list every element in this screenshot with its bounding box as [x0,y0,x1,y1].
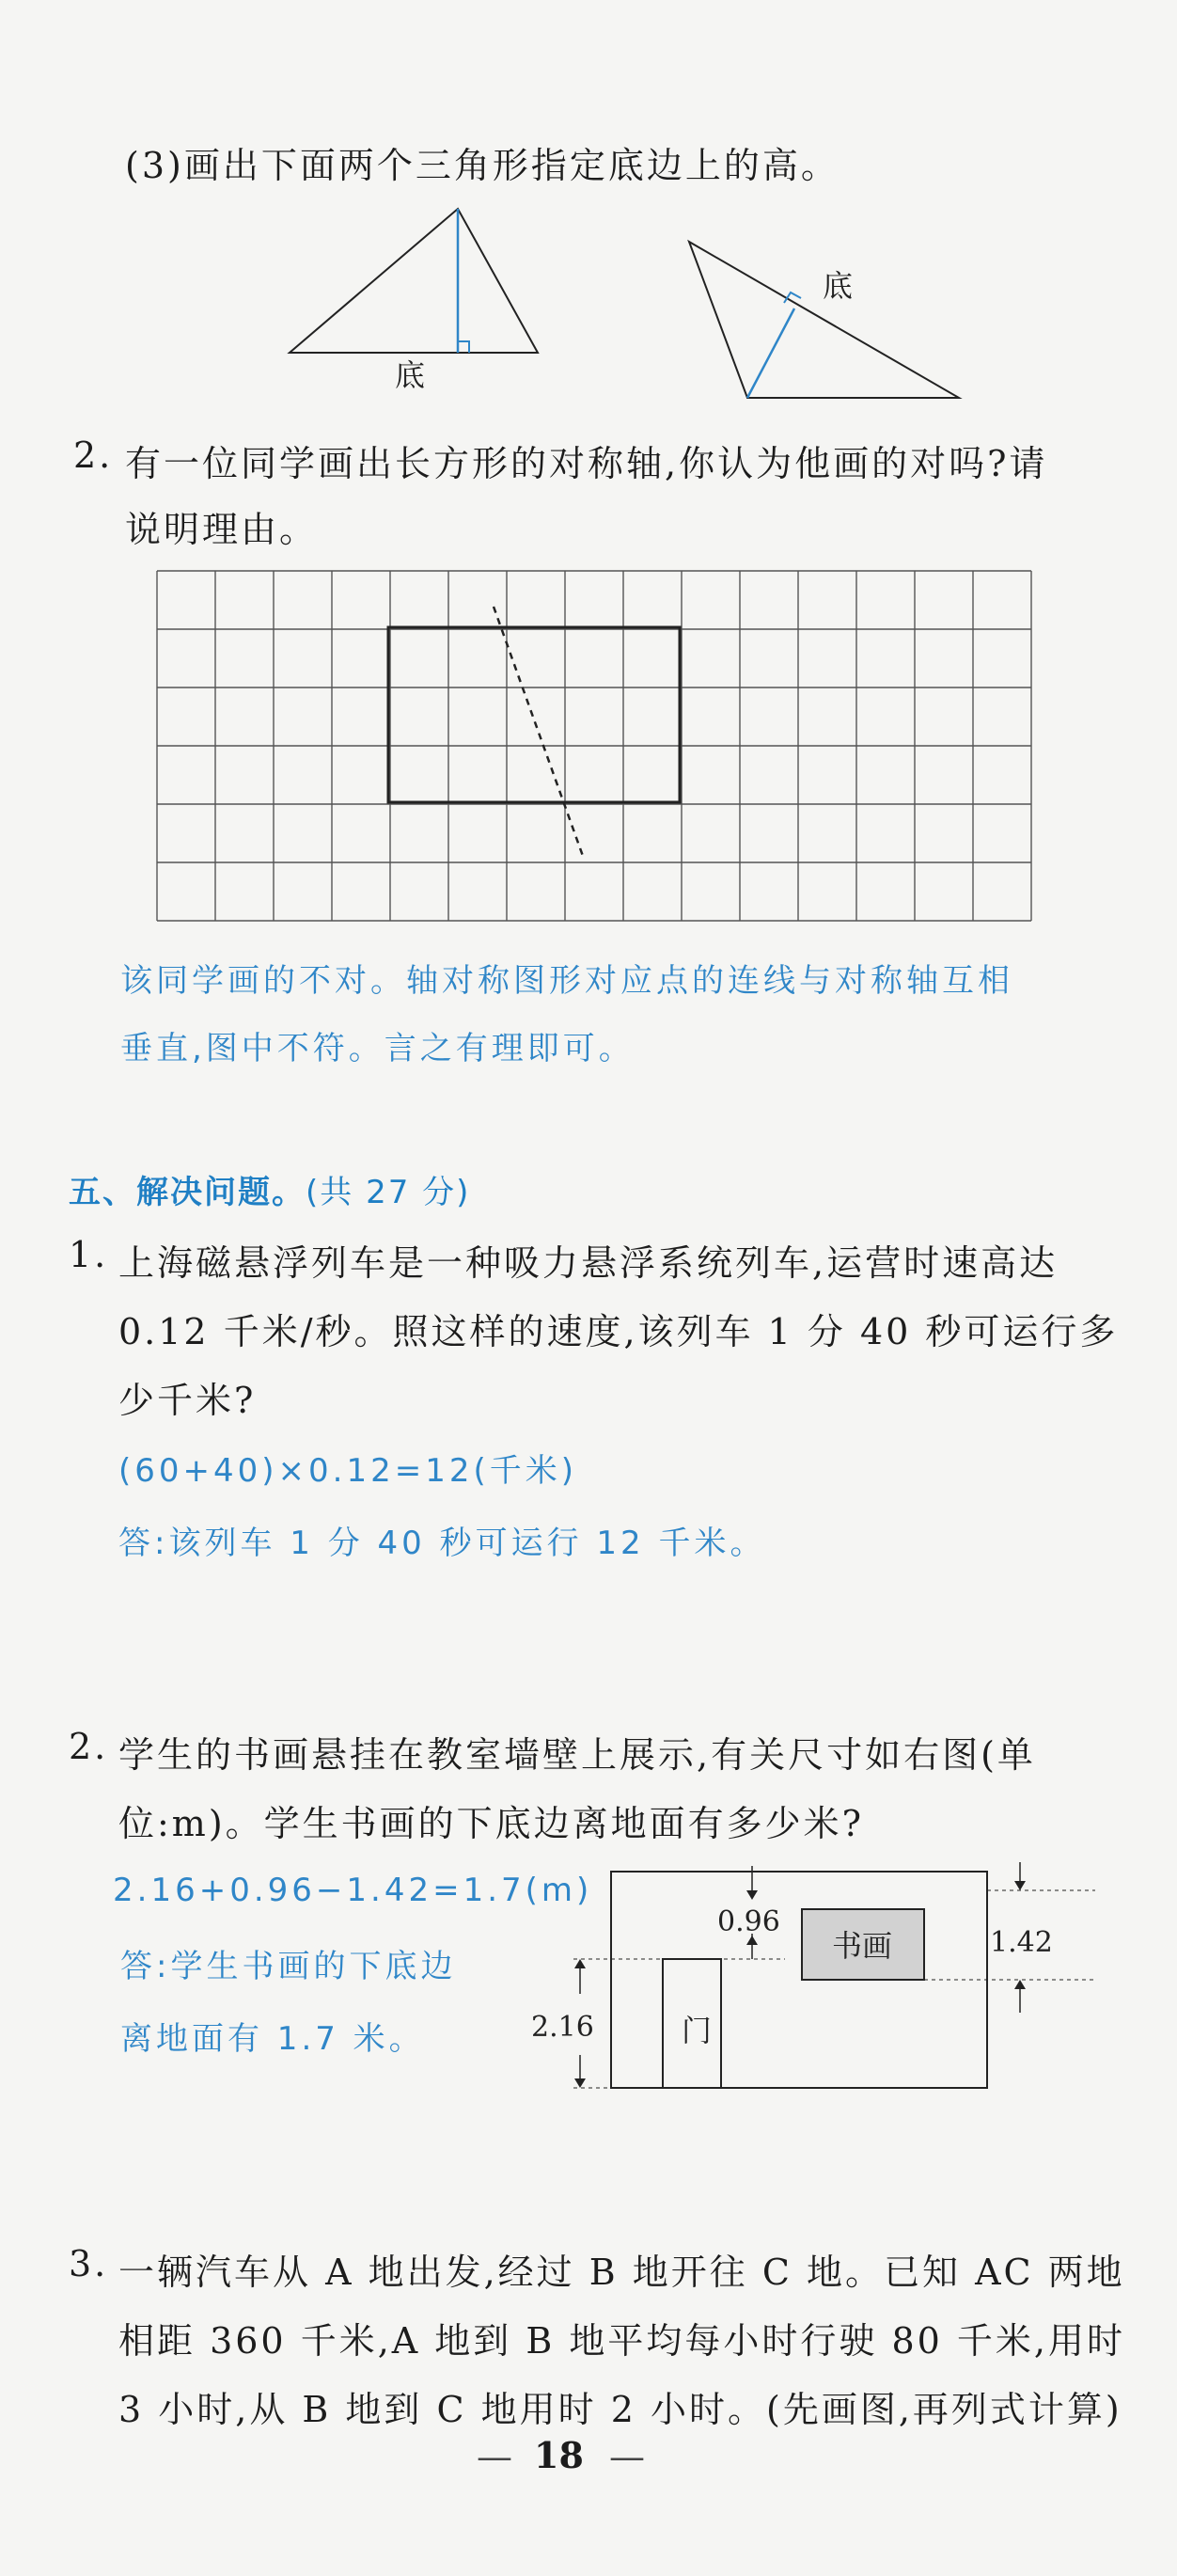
calculation: 2.16+0.96−1.42=1.7(m) [113,1872,593,1909]
door-label: 门 [682,2013,713,2048]
question-text: 有一位同学画出长方形的对称轴,你认为他画的对吗?请 [125,443,1048,484]
dimension-label-1-42: 1.42 [990,1926,1053,1959]
section-heading: 五、解决问题。(共 27 分) [69,1174,471,1211]
triangle-1-base-label: 底 [395,357,426,393]
grid-figure [155,569,1044,926]
wall [611,1872,987,2088]
answer-text: 答:该列车 1 分 40 秒可运行 12 千米。 [118,1525,766,1562]
answer-text: 垂直,图中不符。言之有理即可。 [120,1030,635,1067]
triangle-2-figure [672,221,992,409]
problem-text: 3 小时,从 B 地到 C 地用时 2 小时。(先画图,再列式计算) [118,2389,1122,2430]
grid-lines [157,571,1031,921]
problem-text: 位:m)。学生书画的下底边离地面有多少米? [118,1803,865,1844]
problem-text: 一辆汽车从 A 地出发,经过 B 地开往 C 地。已知 AC 两地 [118,2252,1125,2293]
rectangle [388,627,680,802]
dimension-label-0-96: 0.96 [717,1905,780,1938]
problem-text: 学生的书画悬挂在教室墙壁上展示,有关尺寸如右图(单 [118,1734,1036,1776]
wall-figure [531,1862,1095,2107]
problem-text: 上海磁悬浮列车是一种吸力悬浮系统列车,运营时速高达 [118,1242,1059,1284]
triangle-2-height-line [747,308,794,398]
problem-number: 2. [69,1726,109,1767]
footer-dash-left: — [477,2436,515,2477]
answer-text: 离地面有 1.7 米。 [120,2020,425,2058]
part3-instruction: (3)画出下面两个三角形指定底边上的高。 [125,145,840,186]
problem-number: 1. [69,1234,109,1275]
dimension-label-2-16: 2.16 [531,2011,594,2044]
triangle-1-figure [273,198,611,404]
right-angle-mark [458,341,469,353]
triangle-2-base-label: 底 [823,268,854,304]
answer-text: 该同学画的不对。轴对称图形对应点的连线与对称轴互相 [120,962,1013,1000]
footer-dash-right: — [609,2436,648,2477]
question-number: 2. [73,435,114,476]
triangle-2 [689,242,959,398]
problem-text: 相距 360 千米,A 地到 B 地平均每小时行驶 80 千米,用时 [118,2320,1125,2362]
page-number: 18 [534,2434,584,2476]
triangle-1 [290,209,538,353]
problem-text: 0.12 千米/秒。照这样的速度,该列车 1 分 40 秒可运行多 [118,1311,1119,1352]
painting-label: 书画 [832,1928,893,1964]
answer-text: 答:学生书画的下底边 [120,1948,457,1985]
calculation: (60+40)×0.12=12(千米) [118,1452,578,1490]
problem-text: 少千米? [118,1380,257,1421]
problem-number: 3. [69,2243,109,2284]
question-text: 说明理由。 [125,509,319,550]
